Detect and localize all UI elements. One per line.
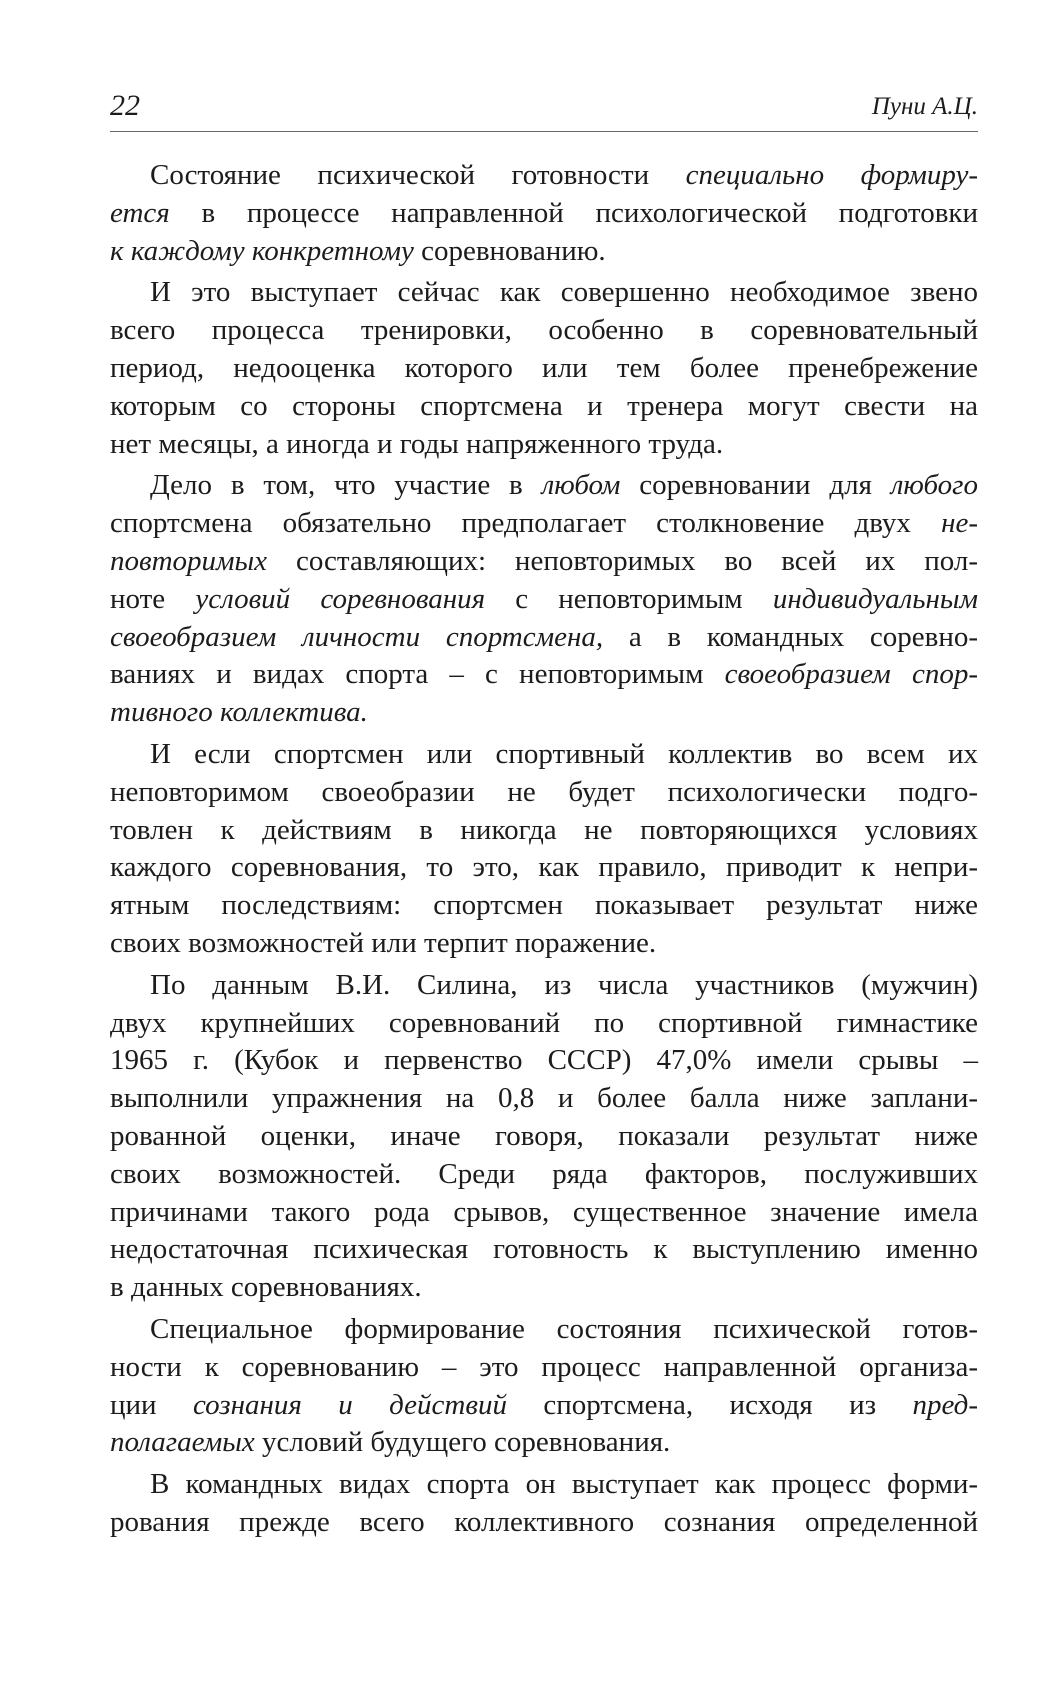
text-segment: Состояние психической готовности xyxy=(150,159,686,191)
text-segment: условий будущего соревнования. xyxy=(254,1426,671,1459)
text-line xyxy=(110,388,978,426)
text-line xyxy=(110,505,978,543)
italic-text: любом xyxy=(541,469,621,502)
text-segment: с неповторимым xyxy=(485,582,773,615)
text-line xyxy=(110,925,978,963)
text-segment: недостаточная психическая готовность к выступлению именно xyxy=(110,1233,978,1266)
paragraph xyxy=(110,157,978,270)
text-segment: ноте xyxy=(110,582,196,615)
text-line xyxy=(110,1042,978,1080)
text-line xyxy=(110,426,978,464)
italic-text: любого xyxy=(890,469,978,502)
text-segment: Специальное формирование состояния психической готов- xyxy=(150,1312,978,1345)
text-segment: В командных видах спорта он выступает как процесс форми- xyxy=(150,1468,978,1501)
paragraph xyxy=(110,1311,978,1462)
text-line xyxy=(110,157,978,195)
text-line xyxy=(110,774,978,812)
text-segment: спортсмена, исходя из xyxy=(506,1388,913,1421)
text-segment: И это выступает сейчас как совершенно необходимое звено xyxy=(150,276,978,309)
text-line xyxy=(110,1118,978,1156)
italic-text: полагаемых xyxy=(110,1426,255,1459)
italic-text: не- xyxy=(941,507,978,540)
text-segment: ности к соревнованию – это процесс направленной организа- xyxy=(110,1350,978,1383)
text-segment: период, недооценка которого или тем более пренебрежение xyxy=(110,351,978,384)
text-line xyxy=(110,1466,978,1504)
text-segment: соревновании для xyxy=(620,469,891,502)
text-segment: ваниях и видах спорта – с неповторимым xyxy=(110,658,725,691)
running-head xyxy=(110,88,978,124)
text-line xyxy=(110,887,978,925)
paragraph xyxy=(110,967,978,1307)
text-segment: каждого соревнования, то это, как правило, приводит к непри- xyxy=(110,851,978,884)
italic-text: условий соревнования xyxy=(195,582,486,615)
text-line xyxy=(110,1504,978,1542)
italic-text: ется xyxy=(110,196,170,229)
italic-text: своеобразием спор- xyxy=(724,658,978,691)
italic-text: пред- xyxy=(912,1388,978,1421)
text-segment: Дело в том, что участие в xyxy=(150,469,542,502)
italic-text: тивного коллектива. xyxy=(110,696,368,729)
text-segment: По данным В.И. Силина, из числа участников (мужчин) xyxy=(150,968,978,1001)
text-segment: И если спортсмен или спортивный коллектив во всем их xyxy=(150,737,978,770)
text-line xyxy=(110,467,978,505)
text-segment: ции xyxy=(110,1388,193,1421)
text-line xyxy=(110,1156,978,1194)
text-segment: причинами такого рода срывов, существенное значение имела xyxy=(110,1195,978,1228)
page-number: 22 xyxy=(110,89,140,122)
running-head-author: Пуни А.Ц. xyxy=(871,93,978,120)
text-line xyxy=(110,195,978,233)
text-segment: нет месяцы, а иногда и годы напряженного труда. xyxy=(110,427,724,460)
text-line xyxy=(110,233,978,271)
text-segment: в процессе направленной психологической подготовки xyxy=(169,196,978,229)
paragraph xyxy=(110,1466,978,1542)
text-segment: 1965 г. (Кубок и первенство СССР) 47,0% имели срывы – xyxy=(110,1044,978,1077)
paragraph xyxy=(110,736,978,963)
text-line xyxy=(110,694,978,732)
text-line xyxy=(110,274,978,312)
text-line xyxy=(110,312,978,350)
text-line xyxy=(110,1349,978,1387)
text-segment: в данных соревнованиях. xyxy=(110,1271,422,1304)
text-line xyxy=(110,1387,978,1425)
text-line xyxy=(110,1269,978,1307)
text-line xyxy=(110,736,978,774)
italic-text: своеобразием личности спортсмена, xyxy=(110,620,604,653)
italic-text: к каждому конкретному xyxy=(110,234,414,267)
text-segment: а в командных соревно- xyxy=(603,620,979,653)
text-segment: составляющих: неповторимых во всей их пол- xyxy=(267,544,978,577)
body-text xyxy=(110,157,978,1546)
italic-text: специально формиру- xyxy=(685,159,979,191)
text-line xyxy=(110,543,978,581)
text-line xyxy=(110,967,978,1005)
text-segment: товлен к действиям в никогда не повторяющихся условиях xyxy=(110,813,978,846)
text-segment: рования прежде всего коллективного сознания определенной xyxy=(110,1505,978,1538)
text-line xyxy=(110,350,978,388)
text-segment: двух крупнейших соревнований по спортивной гимнастике xyxy=(110,1006,978,1039)
text-line xyxy=(110,812,978,850)
paragraph xyxy=(110,467,978,732)
text-segment: своих возможностей. Среди ряда факторов, послуживших xyxy=(110,1157,978,1190)
text-line xyxy=(110,1005,978,1043)
text-segment: ятным последствиям: спортсмен показывает результат ниже xyxy=(110,889,978,922)
text-line xyxy=(110,1311,978,1349)
text-line xyxy=(110,1231,978,1269)
text-line xyxy=(110,656,978,694)
text-line xyxy=(110,1194,978,1232)
italic-text: индивидуальным xyxy=(772,582,978,615)
paragraph xyxy=(110,274,978,463)
italic-text: сознания и действий xyxy=(192,1388,507,1421)
text-segment: всего процесса тренировки, особенно в соревновательный xyxy=(110,314,978,347)
text-segment: которым со стороны спортсмена и тренера могут свести на xyxy=(110,389,978,422)
text-segment: спортсмена обязательно предполагает столкновение двух xyxy=(110,507,942,540)
text-line xyxy=(110,849,978,887)
text-segment: неповторимом своеобразии не будет психологически подго- xyxy=(110,775,978,808)
text-segment: выполнили упражнения на 0,8 и более балла ниже заплани- xyxy=(110,1082,978,1115)
text-line xyxy=(110,1424,978,1462)
text-segment: рованной оценки, иначе говоря, показали результат ниже xyxy=(110,1119,978,1152)
text-line xyxy=(110,1080,978,1118)
text-line xyxy=(110,619,978,657)
text-segment: своих возможностей или терпит поражение. xyxy=(110,926,657,959)
text-line xyxy=(110,581,978,619)
text-segment: соревнованию. xyxy=(413,234,606,267)
header-rule xyxy=(110,131,978,132)
italic-text: повторимых xyxy=(110,544,268,577)
